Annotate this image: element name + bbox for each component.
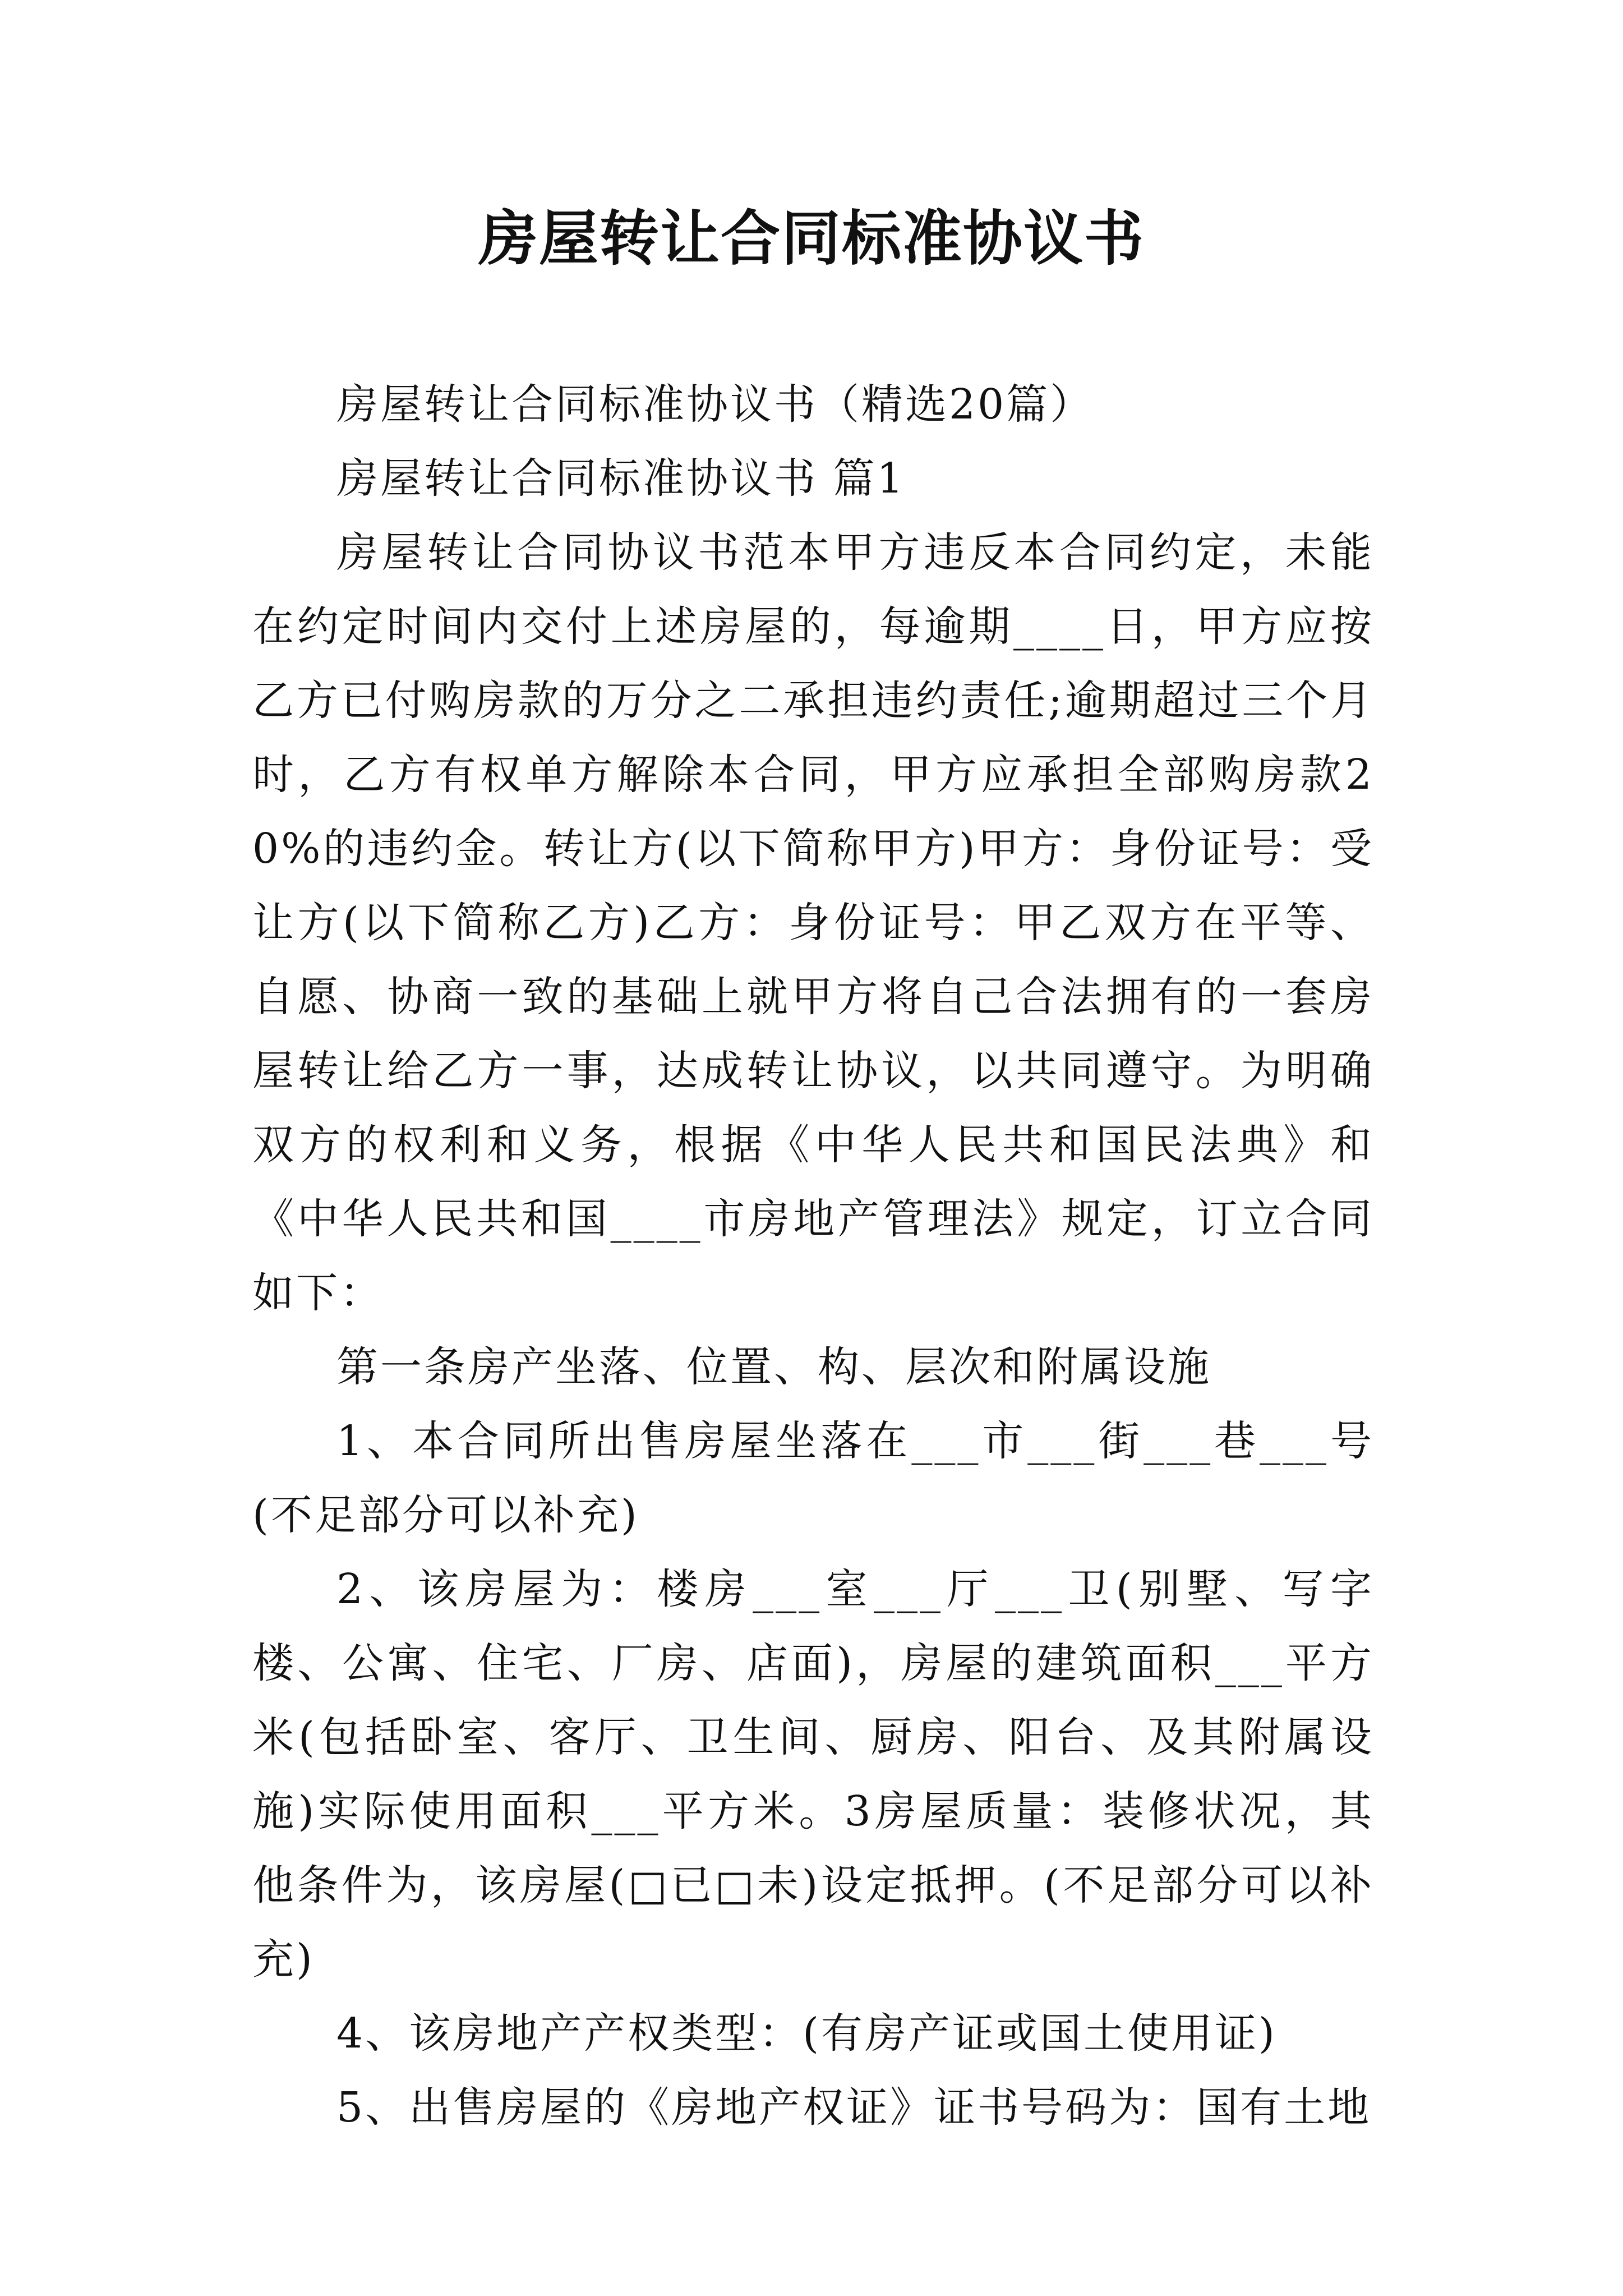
paragraph-clause-2: 2、该房屋为：楼房___室___厅___卫(别墅、写字楼、公寓、住宅、厂房、店面)，房屋的建筑面积___平方米(包括卧室、客厅、卫生间、厨房、阳台、及其附属设施)实际使用面积___平方米。3房屋质量：装修状况，其他条件为，该房屋(□已□未)设定抵押。(不足部分可以补充)	[252, 1565, 1374, 1984]
paragraph-subtitle: 房屋转让合同标准协议书（精选20篇）	[336, 380, 1094, 429]
document-body	[252, 367, 1374, 2145]
document-title: 房屋转让合同标准协议书	[478, 203, 1145, 273]
paragraph-section-heading: 房屋转让合同标准协议书 篇1	[336, 454, 906, 503]
paragraph-clause-4: 4、该房地产产权类型：(有房产证或国土使用证)	[336, 2009, 1277, 2058]
paragraph-preamble: 房屋转让合同协议书范本甲方违反本合同约定，未能在约定时间内交付上述房屋的，每逾期____日，甲方应按乙方已付购房款的万分之二承担违约责任;逾期超过三个月时，乙方有权单方解除本合同，甲方应承担全部购房款20%的违约金。转让方(以下简称甲方)甲方：身份证号：受让方(以下简称乙方)乙方：身份证号：甲乙双方在平等、自愿、协商一致的基础上就甲方将自己合法拥有的一套房屋转让给乙方一事，达成转让协议，以共同遵守。为明确双方的权利和义务，根据《中华人民共和国民法典》和《中华人民共和国____市房地产管理法》规定，订立合同如下：	[252, 528, 1374, 1317]
paragraph-clause-5: 5、出售房屋的《房地产权证》证书号码为：国有土地	[336, 2083, 1372, 2132]
paragraph-clause-1: 1、本合同所出售房屋坐落在___市___街___巷___号(不足部分可以补充)	[252, 1417, 1374, 1539]
paragraph-article-one-heading: 第一条房产坐落、位置、构、层次和附属设施	[336, 1343, 1211, 1391]
